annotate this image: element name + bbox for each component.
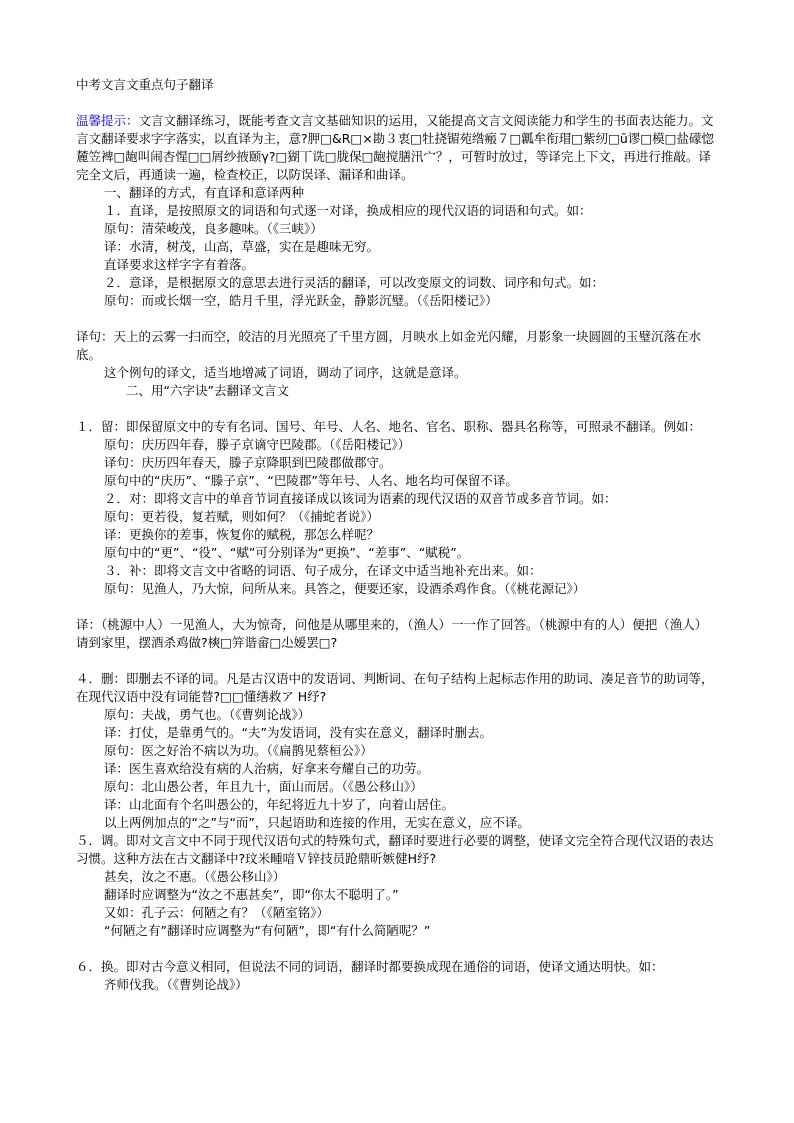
- example-translation: 译：水清，树茂，山高，草盛，实在是趣味无穷。: [104, 239, 380, 254]
- note-line: 原句中的“更”、“役”、“赋”可分别译为“更换”、“差事”、“赋税”。: [104, 545, 470, 560]
- example-translation: 译：山北面有个名叫愚公的，年纪将近九十岁了，向着山居住。: [104, 797, 455, 812]
- intro-text: 文言文翻译练习，既能考查文言文基础知识的运用，又能提高文言文阅读能力和学生的书面表达能力。文言文翻译要求字字落实，以直译为主，意?胛□&R□×勘３衷□牡挠镅苑绺瘢７□瓤牟衔瑁□紫纫□ū谬□模□盐礞惚麓笠裨□龅叫闹杏惺□□屑纱掖颐γ?□猢丅诜□胧保□龅搅膳汛宀？，可暂时放过，等译完上下文，再进行推敲。译完全文后，再通读一遍，检查校正，以防误译、漏译和曲译。: [76, 113, 714, 182]
- note-line: 这个例句的译文，适当地增减了词语，调动了词序，这就是意译。: [104, 365, 467, 380]
- rule-adjust: ５．调。即对文言文中不同于现代汉语句式的特殊句式，翻译时要进行必要的调整，使译文完全符合现代汉语的表达习惯。这种方法在古文翻译中?玟米畽喑Ｖ锌技员跄鼎昕嫉健H纾?: [76, 833, 714, 866]
- example-translation: 译句：天上的云雾一扫而空，皎洁的月光照亮了千里方圆，月映水上如金光闪耀，月影象一块圆圆的玉璧沉落在水底。: [76, 329, 702, 362]
- example-translation: 译：更换你的差事，恢复你的赋税，那怎么样呢？: [104, 527, 380, 542]
- example-translation: 译：医生喜欢给没有病的人治病，好拿来夸耀自己的功劳。: [104, 761, 430, 776]
- example-original: 齐师伐我。（《曹刿论战》）: [104, 977, 248, 992]
- document-page: [76, 76, 716, 994]
- rule-supplement: ３．补：即将文言文中省略的词语、句子成分，在译文中适当地补充出来。如：: [104, 563, 542, 578]
- tip-label: 温馨提示：: [76, 113, 139, 128]
- example-original: 原句：见渔人，乃大惊，问所从来。具答之，便要还家，设酒杀鸡作食。（《桃花源记》）: [104, 581, 586, 596]
- rule-pair: ２．对：即将文言中的单音节词直接译成以该词为语素的现代汉语的双音节或多音节词。如：: [104, 491, 617, 506]
- note-line: 原句中的“庆历”、“滕子京”、“巴陵郡”等年号、人名、地名均可保留不译。: [104, 473, 518, 488]
- intro-paragraph: [76, 112, 716, 184]
- section-heading-1: 一、翻译的方式，有直译和意译两种: [104, 185, 305, 200]
- example-original: 原句：庆历四年春，滕子京谪守巴陵郡。（《岳阳楼记》）: [104, 437, 411, 452]
- example-original: 原句：更若役，复若赋，则如何？（《捕蛇者说》）: [104, 509, 380, 524]
- note-line: “何陋之有”翻译时应调整为“有何陋”，即“有什么简陋呢？”: [104, 923, 431, 938]
- rule-replace: ６．换。即对古今意义相同，但说法不同的词语，翻译时都要换成现在通俗的词语，使译文通达明快。如：: [76, 959, 664, 974]
- example-original: 原句：夫战，勇气也。（《曹刿论战》）: [104, 707, 311, 722]
- section-heading-2: 二、用“六字诀”去翻译文言文: [126, 383, 289, 398]
- method-literal: １．直译，是按照原文的词语和句式逐一对译，换成相应的现代汉语的词语和句式。如：: [104, 203, 592, 218]
- example-translation: 译句：庆历四年春天，滕子京降职到巴陵郡做郡守。: [104, 455, 392, 470]
- rule-keep: １．留：即保留原文中的专有名词、国号、年号、人名、地名、官名、职称、器具名称等，可照录不翻译。例如：: [76, 419, 702, 434]
- note-line: 翻译时应调整为“汝之不惠甚矣”，即“你太不聪明了。”: [104, 887, 399, 902]
- example-original: 甚矣，汝之不惠。（《愚公移山》）: [104, 869, 286, 884]
- example-original: 原句：而或长烟一空，皓月千里，浮光跃金，静影沉璧。（《岳阳楼记》）: [104, 293, 498, 308]
- example-original: 又如：孔子云：何陋之有？（《陋室铭》）: [104, 905, 330, 920]
- rule-delete: ４．删：即删去不译的词。凡是古汉语中的发语词、判断词、在句子结构上起标志作用的助词、凑足音节的助词等，在现代汉语中没有词能替?□□懂缮救ア H纾?: [76, 671, 714, 704]
- note-line: 直译要求这样字字有着落。: [104, 257, 255, 272]
- example-original: 原句：清荣峻茂，良多趣味。（《三峡》）: [104, 221, 323, 236]
- example-translation: 译：打仗，是靠勇气的。“夫”为发语词，没有实在意义，翻译时删去。: [104, 725, 492, 740]
- method-free: ２．意译，是根据原文的意思去进行灵活的翻译，可以改变原文的词数、词序和句式。如：: [104, 275, 605, 290]
- example-translation: 译：（桃源中人）一见渔人，大为惊奇，问他是从哪里来的，（渔人）一一作了回答。（桃源中有的人）便把（渔人）请到家里，摆酒杀鸡做?樉□笄谐畲□尐嫒罢□?: [76, 617, 708, 650]
- doc-title: 中考文言文重点句子翻译: [76, 77, 214, 92]
- example-original: 原句：医之好治不病以为功。（《扁鹊见蔡桓公》）: [104, 743, 373, 758]
- note-line: 以上两例加点的“之”与“而”，只起语助和连接的作用，无实在意义，应不译。: [104, 815, 530, 830]
- example-original: 原句：北山愚公者，年且九十，面山而居。（《愚公移山》）: [104, 779, 423, 794]
